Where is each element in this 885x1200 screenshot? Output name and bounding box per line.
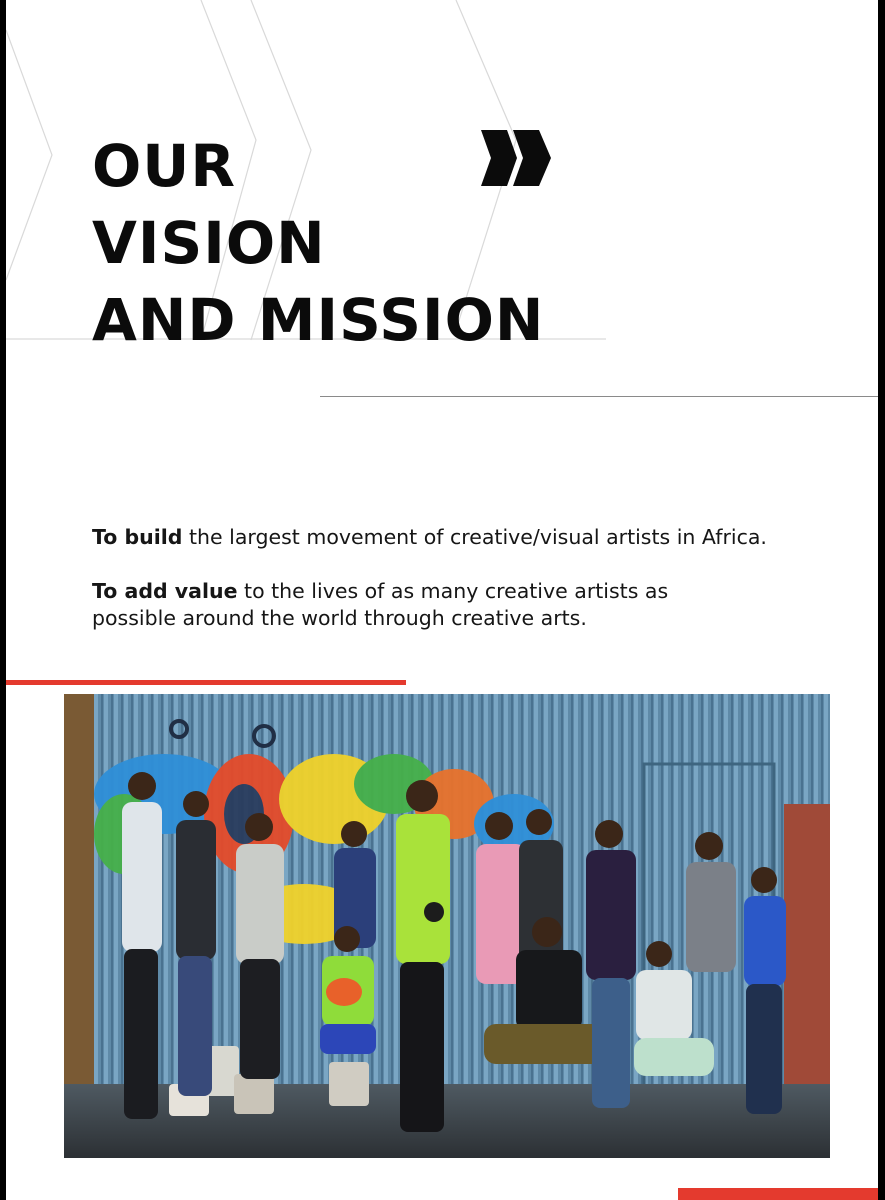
double-chevron-right-icon <box>473 130 555 186</box>
mission-text: to the lives of as many creative artists as possible around the world through creative arts. <box>92 579 669 630</box>
divider-line <box>320 396 878 397</box>
group-photo <box>64 694 830 1158</box>
vision-statement <box>92 524 852 551</box>
vision-text: the largest movement of creative/visual artists in Africa. <box>182 525 767 549</box>
vision-lead: To build <box>92 525 183 549</box>
mission-lead: To add value <box>92 579 238 603</box>
title-line-2: VISION <box>92 209 326 277</box>
mission-statements <box>92 524 852 659</box>
title-line-3: AND MISSION <box>92 286 545 354</box>
title-line-1: OUR <box>92 132 237 200</box>
mission-statement <box>92 578 692 632</box>
accent-bar-top <box>6 680 406 685</box>
accent-bar-bottom <box>678 1188 878 1200</box>
document-page <box>6 0 878 1200</box>
